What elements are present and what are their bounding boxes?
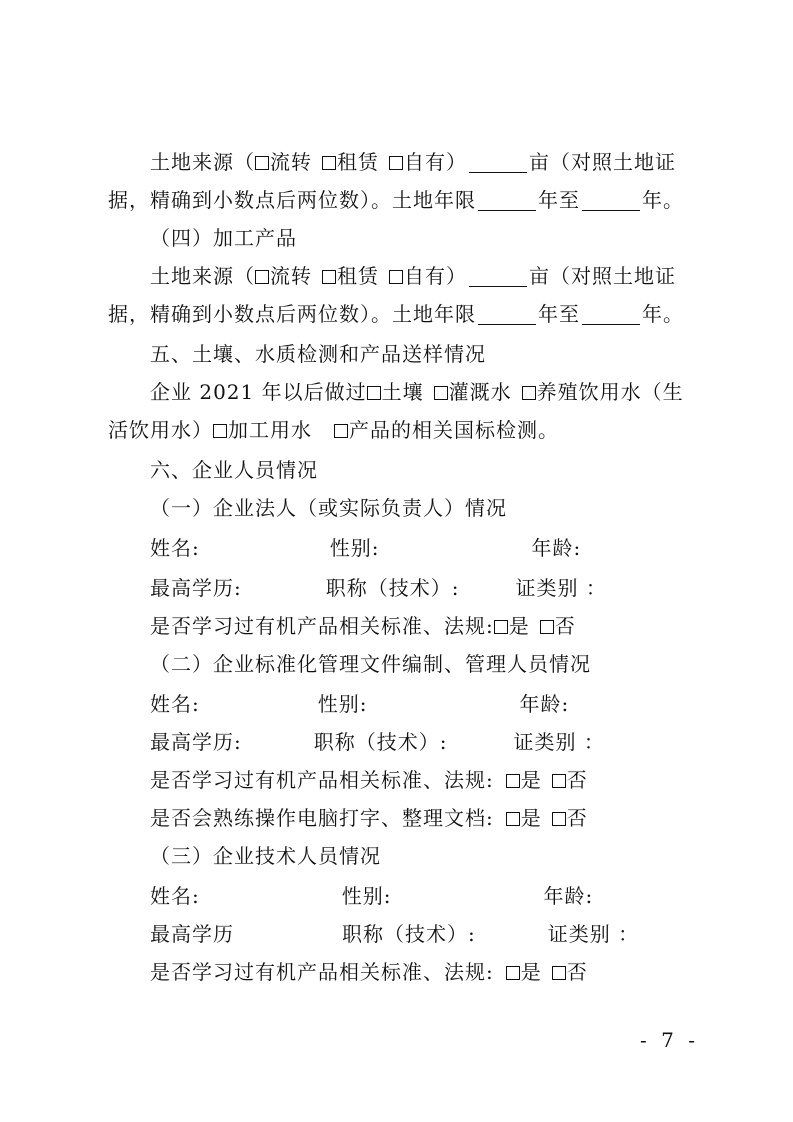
section5-heading: 五、土壤、水质检测和产品送样情况 [150,342,486,366]
option-transfer-label: 流转 [270,150,312,174]
checkbox-own[interactable] [389,156,403,170]
option-own-label: 自有） [404,150,467,174]
option2-transfer-label: 流转 [270,264,312,288]
tech-education-label: 最高学历 [150,922,234,946]
area-unit-label: 亩（对照土地证 [529,150,676,174]
tech-yes-label: 是 [520,960,542,984]
option-soil-label: 土壤 [381,380,424,404]
tech-no-checkbox[interactable] [552,966,566,980]
land-source-label: 土地来源（ [150,150,255,174]
checkbox-soil[interactable] [367,386,381,400]
option2-lease-label: 租赁 [337,264,379,288]
standard-name-label: 姓名: [150,692,200,716]
tech-studied-line [150,958,693,986]
year2-end-label: 年。 [642,302,684,326]
standard-education-label: 最高学历: [150,730,242,754]
checkbox-product-test[interactable] [334,424,348,438]
tech-yes-checkbox[interactable] [506,966,520,980]
standard-gender-label: 性别: [317,692,368,716]
standard-yes-label: 是 [520,768,542,792]
legal-no-label: 否 [554,614,576,638]
checkbox2-lease[interactable] [322,270,336,284]
year-end-label: 年。 [642,188,684,212]
standard-edu-line [150,728,693,756]
year2-end-blank[interactable] [582,304,640,325]
standard-computer-label: 是否会熟练操作电脑打字、整理文档: [150,806,494,830]
legal-name-label: 姓名: [150,536,200,560]
tech-basic-line [150,882,693,910]
tech-gender-label: 性别: [341,884,392,908]
land-term-line [108,186,693,214]
tech-name-label: 姓名: [150,884,200,908]
tech-heading: （三）企业技术人员情况 [150,844,381,868]
standard-studied-label: 是否学习过有机产品相关标准、法规: [150,768,494,792]
land-term-label: 据，精确到小数点后两位数）。土地年限 [108,188,476,212]
checkbox2-own[interactable] [389,270,403,284]
standard-studied-line [150,766,693,794]
year-end-blank[interactable] [582,190,640,211]
option-breeding-water-label: 养殖饮用水（生 [536,380,684,404]
area-blank[interactable] [469,152,527,173]
legal-studied-label: 是否学习过有机产品相关标准、法规: [150,614,494,638]
standard-age-label: 年龄: [519,692,570,716]
legal-age-label: 年龄: [531,536,582,560]
tech-no-label: 否 [566,960,588,984]
land2-term-line [108,300,693,328]
area2-blank[interactable] [469,266,527,287]
standard-basic-line [150,690,693,718]
checkbox-processing-water[interactable] [213,424,227,438]
computer-no-checkbox[interactable] [552,812,566,826]
option2-own-label: 自有） [404,264,467,288]
tech-edu-line [150,920,693,948]
legal-basic-line [150,534,693,562]
computer-no-label: 否 [566,806,588,830]
standard-computer-line [150,804,693,832]
standard-cert-label: 证类别 ： [513,730,605,754]
legal-no-checkbox[interactable] [540,620,554,634]
legal-title-label: 职称（技术）: [325,576,460,600]
legal-gender-label: 性别: [329,536,380,560]
checkbox-breeding-water[interactable] [522,386,536,400]
option-irrigation-label: 灌溉水 [448,380,512,404]
legal-heading: （一）企业法人（或实际负责人）情况 [150,496,507,520]
checkbox-lease[interactable] [322,156,336,170]
land-source-line [150,148,693,176]
year2-to-label: 年至 [538,302,580,326]
land2-term-label: 据，精确到小数点后两位数）。土地年限 [108,302,476,326]
tech-age-label: 年龄: [543,884,594,908]
legal-education-label: 最高学历: [150,576,242,600]
section6-heading: 六、企业人员情况 [150,458,318,482]
computer-yes-checkbox[interactable] [506,812,520,826]
legal-yes-checkbox[interactable] [494,620,508,634]
page-number: - 7 - [640,1028,699,1052]
standard-yes-checkbox[interactable] [506,774,520,788]
checkbox-irrigation[interactable] [434,386,448,400]
year-to-label: 年至 [538,188,580,212]
section4-heading: （四）加工产品 [150,226,297,250]
testing-line-1 [150,378,693,406]
option-lease-label: 租赁 [337,150,379,174]
computer-yes-label: 是 [520,806,542,830]
area2-unit-label: 亩（对照土地证 [529,264,676,288]
legal-edu-line [150,574,693,602]
testing-prefix: 企业 2021 年以后做过 [150,380,367,404]
option-product-test-label: 产品的相关国标检测。 [349,418,559,442]
year2-start-blank[interactable] [478,304,536,325]
testing-line2-prefix: 活饮用水） [108,418,213,442]
land2-source-line [150,262,693,290]
year-start-blank[interactable] [478,190,536,211]
tech-studied-label: 是否学习过有机产品相关标准、法规: [150,960,494,984]
tech-cert-label: 证类别 ： [547,922,640,946]
standard-heading: （二）企业标准化管理文件编制、管理人员情况 [150,652,591,676]
legal-studied-line [150,612,693,640]
land2-source-label: 土地来源（ [150,264,255,288]
standard-title-label: 职称（技术）: [313,730,448,754]
legal-cert-label: 证类别 ： [515,576,607,600]
checkbox2-transfer[interactable] [255,270,269,284]
legal-yes-label: 是 [508,614,530,638]
standard-no-label: 否 [566,768,588,792]
tech-title-label: 职称（技术）: [342,922,476,946]
option-processing-water-label: 加工用水 [228,418,312,442]
testing-line-2 [108,416,693,444]
checkbox-transfer[interactable] [255,156,269,170]
standard-no-checkbox[interactable] [552,774,566,788]
